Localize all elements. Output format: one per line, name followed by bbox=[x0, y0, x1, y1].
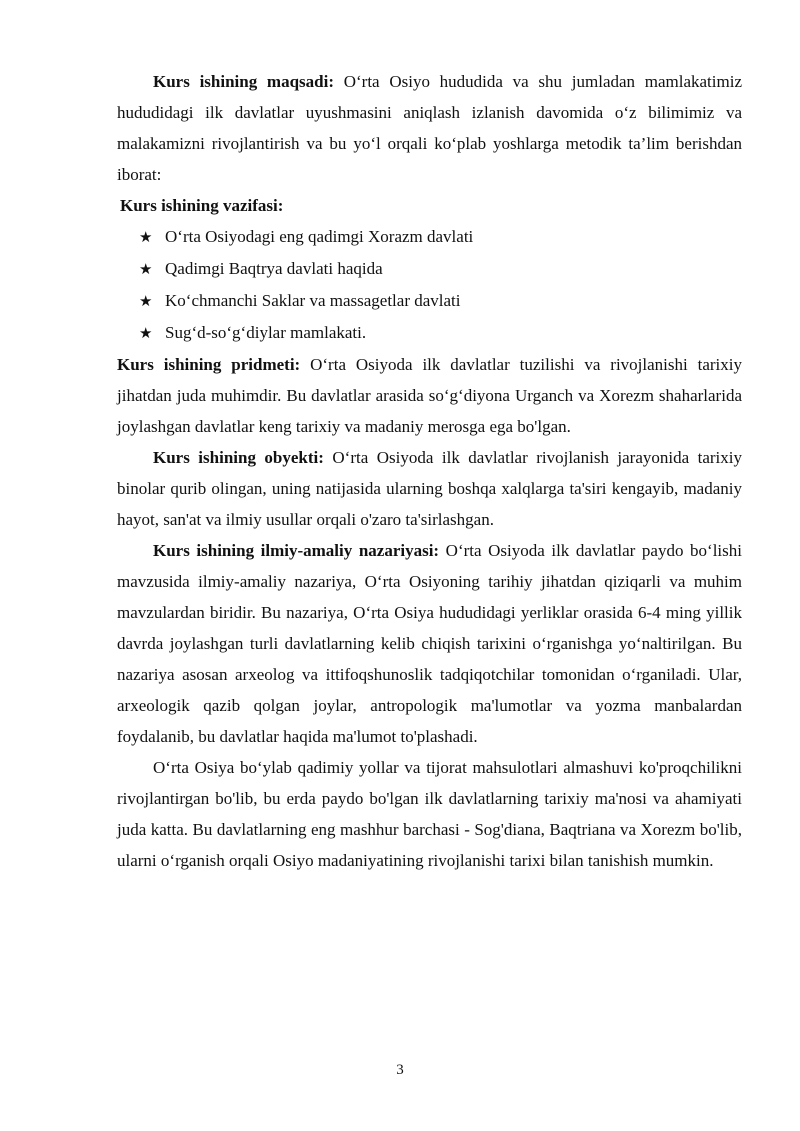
list-item bbox=[139, 317, 742, 349]
vazifa-heading: Kurs ishining vazifasi: bbox=[120, 196, 284, 215]
predmet-heading: Kurs ishining pridmeti: bbox=[117, 355, 301, 374]
list-item bbox=[139, 285, 742, 317]
document-page bbox=[117, 66, 742, 876]
star-icon: ★ bbox=[139, 228, 153, 246]
maqsad-text: O‘rta Osiyo hududida va shu jumladan mamlakatimiz hududidagi ilk davlatlar uyushmasini aniqlash izlanish davomida o‘z bilimimiz va malakamizni rivojlantirish va bu yo‘l orqali ko‘plab yoshlarga metodik ta’lim berishdan iborat: bbox=[117, 72, 743, 184]
list-item-text: O‘rta Osiyodagi eng qadimgi Xorazm davlati bbox=[165, 227, 474, 246]
nazariya-paragraph bbox=[117, 535, 742, 752]
list-item bbox=[139, 221, 742, 253]
obyekt-paragraph bbox=[117, 442, 742, 535]
star-icon: ★ bbox=[139, 292, 153, 310]
obyekt-text: O‘rta Osiyoda ilk davlatlar rivojlanish jarayonida tarixiy binolar qurib olingan, uning natijasida ularning boshqa xalqlarga ta'siri kengayib, madaniy hayot, san'at va ilmiy usullar orqali o'zaro ta'sirlashgan. bbox=[117, 448, 742, 529]
nazariya-heading: Kurs ishining ilmiy-amaliy nazariyasi: bbox=[153, 541, 440, 560]
list-item-text: Sug‘d-so‘g‘diylar mamlakati. bbox=[165, 323, 367, 342]
page-number: 3 bbox=[396, 1062, 404, 1078]
predmet-text: O‘rta Osiyoda ilk davlatlar tuzilishi va rivojlanishi tarixiy jihatdan juda muhimdir. Bu davlatlar arasida so‘g‘diyona Urganch va Xorezm shaharlarida joylashgan davlatlar keng tarixiy va madaniy merosga ega bo'lgan. bbox=[117, 355, 742, 436]
list-item bbox=[139, 253, 742, 285]
list-item-text: Ko‘chmanchi Saklar va massagetlar davlati bbox=[165, 291, 461, 310]
vazifa-list bbox=[117, 221, 742, 349]
obyekt-heading: Kurs ishining obyekti: bbox=[153, 448, 324, 467]
star-icon: ★ bbox=[139, 260, 153, 278]
list-item-text: Qadimgi Baqtrya davlati haqida bbox=[165, 259, 383, 278]
maqsad-paragraph bbox=[117, 66, 742, 190]
closing-paragraph: O‘rta Osiya bo‘ylab qadimiy yollar va tijorat mahsulotlari almashuvi ko'proqchilikni rivojlantirgan bo'lib, bu erda paydo bo'lgan ilk davlatlarning tarixiy ma'nosi va ahamiyati juda katta. Bu davlatlarning eng mashhur barchasi - Sog'diana, Baqtriana va Xorezm bo'lib, ularni o‘rganish orqali Osiyo madaniyatining rivojlanishi tarixi bilan tanishish mumkin. bbox=[117, 758, 742, 870]
star-icon: ★ bbox=[139, 324, 153, 342]
predmet-paragraph bbox=[117, 349, 742, 442]
nazariya-text: O‘rta Osiyoda ilk davlatlar paydo bo‘lishi mavzusida ilmiy-amaliy nazariya, O‘rta Osiyoning tarihiy jihatdan qiziqarli va muhim mavzulardan biridir. Bu nazariya, O‘rta Osiya hududidagi yerliklar orasida 6-4 ming yillik davrda joylashgan turli davlatlarning kelib chiqish tarixini o‘rganishga yo‘naltirilgan. Bu nazariya asosan arxeolog va ittifoqshunoslik tadqiqotchilar tomonidan o‘rganiladi. Ular, arxeologik qazib qolgan joylar, antropologik ma'lumotlar va yozma manbalardan foydalanib, bu davlatlar haqida ma'lumot to'plashadi. bbox=[117, 541, 742, 746]
maqsad-heading: Kurs ishining maqsadi: bbox=[153, 72, 335, 91]
